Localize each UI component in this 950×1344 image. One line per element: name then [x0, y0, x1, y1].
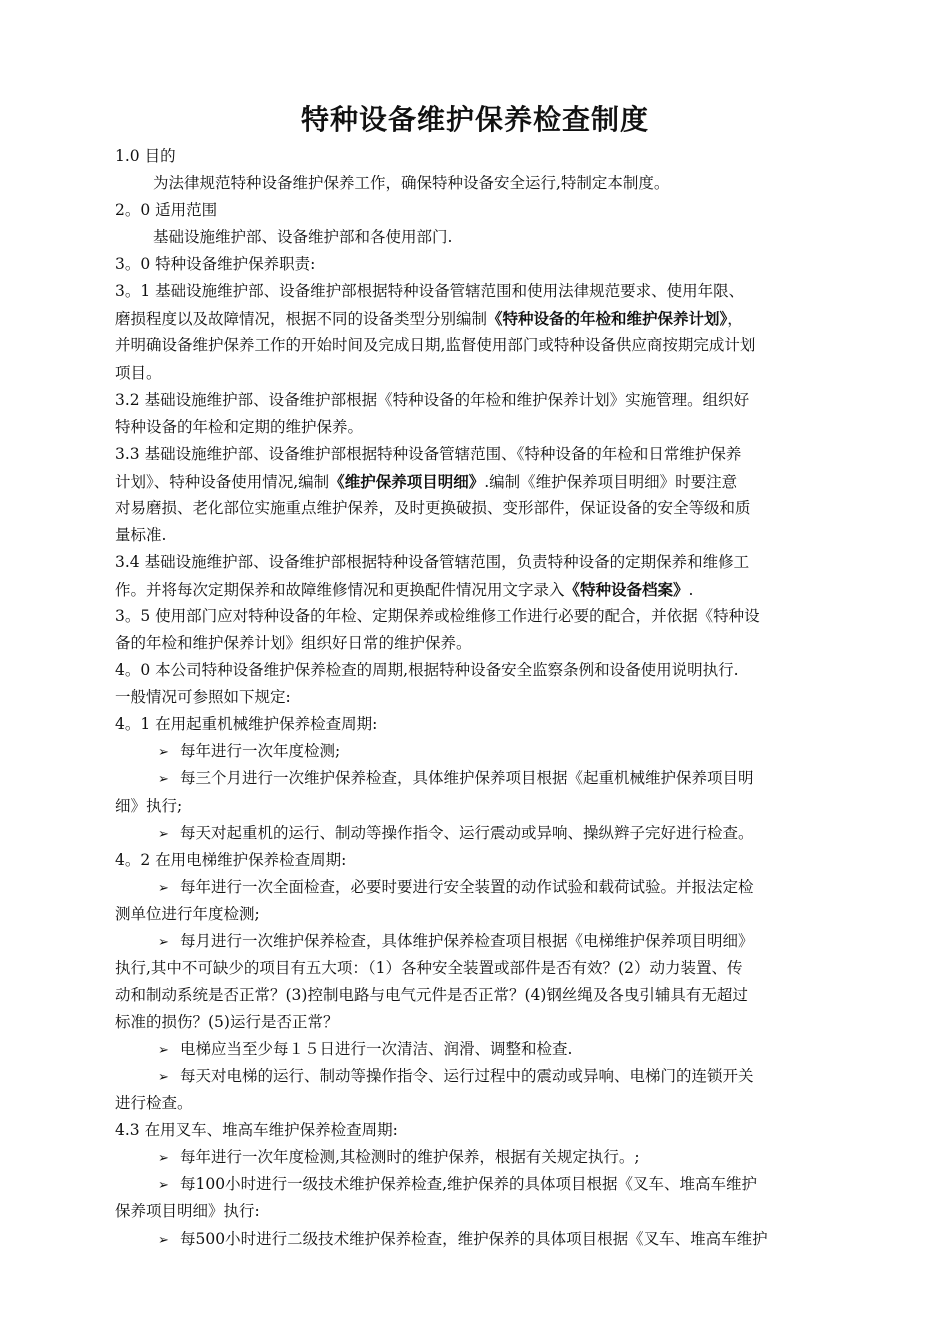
bullet-item-line — [115, 1063, 851, 1090]
line-text: 特种设备的年检和定期的维护保养。 — [115, 417, 364, 436]
arrow-bullet-icon: ➢ — [158, 1070, 169, 1086]
line-text: 4。2 在用电梯维护保养检查周期: — [115, 850, 347, 869]
text-line — [115, 170, 851, 197]
arrow-bullet-icon: ➢ — [158, 1178, 169, 1194]
text-line — [115, 360, 851, 387]
line-text: 每100小时进行一级技术维护保养检查,维护保养的具体项目根据《叉车、堆高车维护 — [180, 1175, 758, 1194]
line-text: 项目。 — [115, 363, 162, 382]
line-text: 每三个月进行一次维护保养检查，具体维护保养项目根据《起重机械维护保养项目明 — [180, 769, 754, 788]
arrow-bullet-icon: ➢ — [158, 934, 169, 950]
line-text: 1.0 目的 — [115, 147, 176, 165]
bold-document-reference: 《特种设备档案》 — [564, 580, 689, 599]
text-line — [115, 711, 851, 738]
bold-document-reference: 《特种设备的年检和维护保养计划》 — [487, 309, 728, 329]
arrow-bullet-icon: ➢ — [158, 826, 169, 842]
text-line — [115, 305, 851, 332]
text-line — [115, 278, 851, 305]
line-text: 3.4 基础设施维护部、设备维护部根据特种设备管辖范围，负责特种设备的定期保养和维修工 — [115, 552, 750, 571]
line-text: 计划》、特种设备使用情况,编制 — [115, 472, 330, 491]
line-text: 4.3 在用叉车、堆高车维护保养检查周期: — [115, 1121, 398, 1140]
text-line — [115, 1009, 851, 1036]
text-line — [115, 603, 851, 630]
line-text: 动和制动系统是否正常？(3)控制电路与电气元件是否正常？(4)钢丝绳及各曳引辅具有无超过 — [115, 985, 748, 1004]
line-text: 4。0 本公司特种设备维护保养检查的周期,根据特种设备安全监察条例和设备使用说明执行. — [115, 661, 739, 680]
text-line — [115, 495, 851, 522]
text-line — [115, 847, 851, 874]
text-line — [115, 684, 851, 711]
arrow-bullet-icon: ➢ — [158, 1151, 169, 1167]
text-line — [115, 576, 851, 603]
bold-document-reference: 《维护保养项目明细》 — [329, 471, 485, 491]
line-text: 每天对起重机的运行、制动等操作指令、运行震动或异响、操纵辫子完好进行检查。 — [180, 823, 754, 842]
line-text: 作。并将每次定期保养和故障维修情况和更换配件情况用文字录入 — [115, 581, 565, 599]
text-line — [115, 197, 851, 224]
line-text: . — [688, 581, 694, 599]
line-text: 保养项目明细》执行: — [115, 1202, 260, 1221]
text-line — [115, 143, 851, 170]
bullet-item-line — [115, 820, 851, 847]
line-text: 电梯应当至少每１５日进行一次清洁、润滑、调整和检查. — [180, 1040, 573, 1059]
text-line — [115, 441, 851, 468]
text-line — [115, 387, 851, 414]
line-text: 3。5 使用部门应对特种设备的年检、定期保养或检维修工作进行必要的配合，并依据《特种设 — [115, 607, 760, 626]
line-text: 对易磨损、老化部位实施重点维护保养，及时更换破损、变形部件，保证设备的安全等级和质 — [115, 498, 751, 517]
text-line — [115, 468, 851, 495]
text-line — [115, 982, 851, 1009]
line-text: 每天对电梯的运行、制动等操作指令、运行过程中的震动或异响、电梯门的连锁开关 — [180, 1067, 754, 1086]
bullet-item-line — [115, 1226, 851, 1253]
bullet-item-line — [115, 874, 851, 901]
line-text: ， — [727, 310, 743, 329]
line-text: 3。1 基础设施维护部、设备维护部根据特种设备管辖范围和使用法律规范要求、使用年限、 — [115, 282, 745, 301]
line-text: 每月进行一次维护保养检查，具体维护保养检查项目根据《电梯维护保养项目明细》 — [180, 931, 754, 950]
line-text: 3。0 特种设备维护保养职责: — [115, 255, 316, 274]
arrow-bullet-icon: ➢ — [158, 880, 169, 896]
arrow-bullet-icon: ➢ — [158, 772, 169, 788]
line-text: 进行检查。 — [115, 1094, 193, 1113]
text-line — [115, 414, 851, 441]
bullet-item-line — [115, 765, 851, 792]
line-text: 细》执行; — [115, 796, 183, 815]
line-text: .编制《维护保养项目明细》时要注意 — [484, 472, 738, 491]
bullet-item-line — [115, 1171, 851, 1198]
line-text: 基础设施维护部、设备维护部和各使用部门. — [153, 228, 453, 247]
text-line — [115, 332, 851, 359]
text-line — [115, 793, 851, 820]
line-text: 执行,其中不可缺少的项目有五大项：（1）各种安全装置或部件是否有效？(2）动力装置、传 — [115, 958, 743, 977]
line-text: 标准的损伤？(5)运行是否正常？ — [115, 1013, 339, 1031]
arrow-bullet-icon: ➢ — [158, 745, 169, 761]
bullet-item-line — [115, 1036, 851, 1063]
text-line — [115, 1198, 851, 1225]
line-text: 每年进行一次年度检测,其检测时的维护保养，根据有关规定执行。; — [180, 1148, 640, 1167]
text-line — [115, 522, 851, 549]
text-line — [115, 549, 851, 576]
line-text: 为法律规范特种设备维护保养工作，确保特种设备安全运行,特制定本制度。 — [153, 174, 670, 193]
line-text: 4。1 在用起重机械维护保养检查周期: — [115, 715, 378, 734]
document-body — [115, 143, 851, 1253]
line-text: 2。0 适用范围 — [115, 201, 218, 220]
line-text: 量标准. — [115, 525, 167, 544]
line-text: 测单位进行年度检测; — [115, 904, 260, 923]
arrow-bullet-icon: ➢ — [158, 1232, 169, 1248]
text-line — [115, 1090, 851, 1117]
line-text: 每500小时进行二级技术维护保养检查，维护保养的具体项目根据《叉车、堆高车维护 — [180, 1229, 768, 1248]
line-text: 每年进行一次全面检查，必要时要进行安全装置的动作试验和载荷试验。并报法定检 — [180, 877, 754, 896]
line-text: 磨损程度以及故障情况，根据不同的设备类型分别编制 — [115, 310, 488, 329]
text-line — [115, 657, 851, 684]
bullet-item-line — [115, 738, 851, 765]
line-text: 3.3 基础设施维护部、设备维护部根据特种设备管辖范围、《特种设备的年检和日常维护保养 — [115, 444, 742, 463]
text-line — [115, 901, 851, 928]
line-text: 并明确设备维护保养工作的开始时间及完成日期,监督使用部门或特种设备供应商按期完成计划 — [115, 336, 756, 355]
bullet-item-line — [115, 1144, 851, 1171]
text-line — [115, 251, 851, 278]
text-line — [115, 630, 851, 657]
line-text: 3.2 基础设施维护部、设备维护部根据《特种设备的年检和维护保养计划》实施管理。组织好 — [115, 390, 750, 409]
line-text: 每年进行一次年度检测; — [180, 742, 341, 761]
bullet-item-line — [115, 928, 851, 955]
document-title: 特种设备维护保养检查制度 — [300, 103, 649, 136]
arrow-bullet-icon: ➢ — [158, 1043, 169, 1059]
line-text: 备的年检和维护保养计划》组织好日常的维护保养。 — [115, 634, 472, 653]
line-text: 一般情况可参照如下规定: — [115, 688, 291, 707]
text-line — [115, 1117, 851, 1144]
text-line — [115, 955, 851, 982]
text-line — [115, 224, 851, 251]
